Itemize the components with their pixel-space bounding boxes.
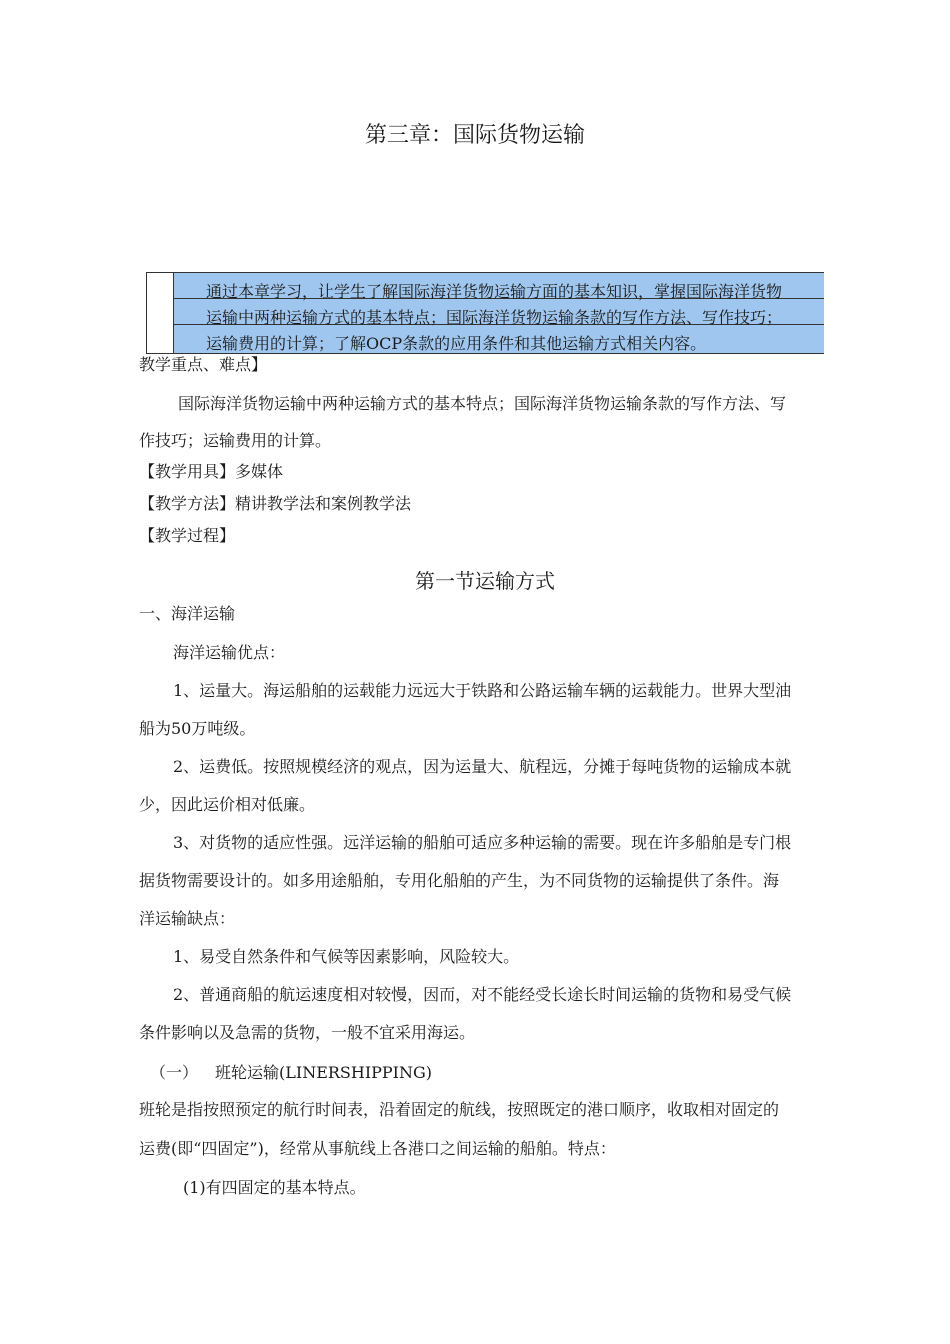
objectives-row	[174, 299, 824, 325]
disadvantage-line: 2、普通商船的航运速度相对较慢，因而，对不能经受长途长时间运输的货物和易受气候	[173, 985, 792, 1004]
advantage-line: 2、运费低。按照规模经济的观点，因为运量大、航程远，分摊于每吨货物的运输成本就	[173, 757, 792, 776]
key-points-heading: 教学重点、难点】	[139, 355, 268, 374]
liner-definition-line: 班轮是指按照预定的航行时间表，沿着固定的航线，按照既定的港口顺序，收取相对固定的	[139, 1100, 780, 1119]
disadvantage-line: 条件影响以及急需的货物，一般不宜采用海运。	[139, 1023, 476, 1042]
teaching-method: 【教学方法】精讲教学法和案例教学法	[139, 494, 412, 513]
objectives-row	[174, 325, 824, 351]
disadvantage-line: 1、易受自然条件和气候等因素影响，风险较大。	[173, 947, 520, 966]
chapter-title: 第三章：国际货物运输	[364, 123, 585, 148]
heading-ocean-transport: 一、海洋运输	[139, 604, 236, 623]
objectives-line: 运输费用的计算；了解OCP条款的应用条件和其他运输方式相关内容。	[206, 334, 707, 353]
sub-heading-liner-shipping: 班轮运输(LINERSHIPPING)	[215, 1063, 433, 1082]
advantage-line: 1、运量大。海运船舶的运载能力远远大于铁路和公路运输车辆的运载能力。世界大型油	[173, 681, 792, 700]
advantages-label: 海洋运输优点：	[173, 643, 286, 662]
advantage-line: 3、对货物的适应性强。远洋运输的船舶可适应多种运输的需要。现在许多船舶是专门根	[173, 833, 792, 852]
advantage-line: 船为50万吨级。	[139, 719, 256, 738]
advantage-line: 据货物需要设计的。如多用途船舶，专用化船舶的产生，为不同货物的运输提供了条件。海	[139, 871, 780, 890]
liner-definition-line: 运费(即“四固定”)，经常从事航线上各港口之间运输的船舶。特点：	[139, 1139, 616, 1158]
objectives-line: 通过本章学习，让学生了解国际海洋货物运输方面的基本知识，掌握国际海洋货物	[206, 282, 783, 301]
advantage-line: 洋运输缺点：	[139, 909, 236, 928]
teaching-tools: 【教学用具】多媒体	[139, 462, 284, 481]
objectives-shade	[173, 273, 824, 353]
objectives-box	[146, 272, 824, 354]
objectives-line: 运输中两种运输方式的基本特点；国际海洋货物运输条款的写作方法、写作技巧；	[206, 308, 783, 327]
key-points-line: 国际海洋货物运输中两种运输方式的基本特点；国际海洋货物运输条款的写作方法、写	[178, 394, 787, 413]
liner-point: (1)有四固定的基本特点。	[183, 1178, 366, 1197]
key-points-line: 作技巧；运输费用的计算。	[139, 431, 332, 450]
advantage-line: 少，因此运价相对低廉。	[139, 795, 316, 814]
objectives-row	[174, 273, 824, 299]
sub-heading-number: （一）	[150, 1063, 199, 1082]
section-title: 第一节运输方式	[415, 569, 555, 593]
teaching-process: 【教学过程】	[139, 526, 236, 545]
